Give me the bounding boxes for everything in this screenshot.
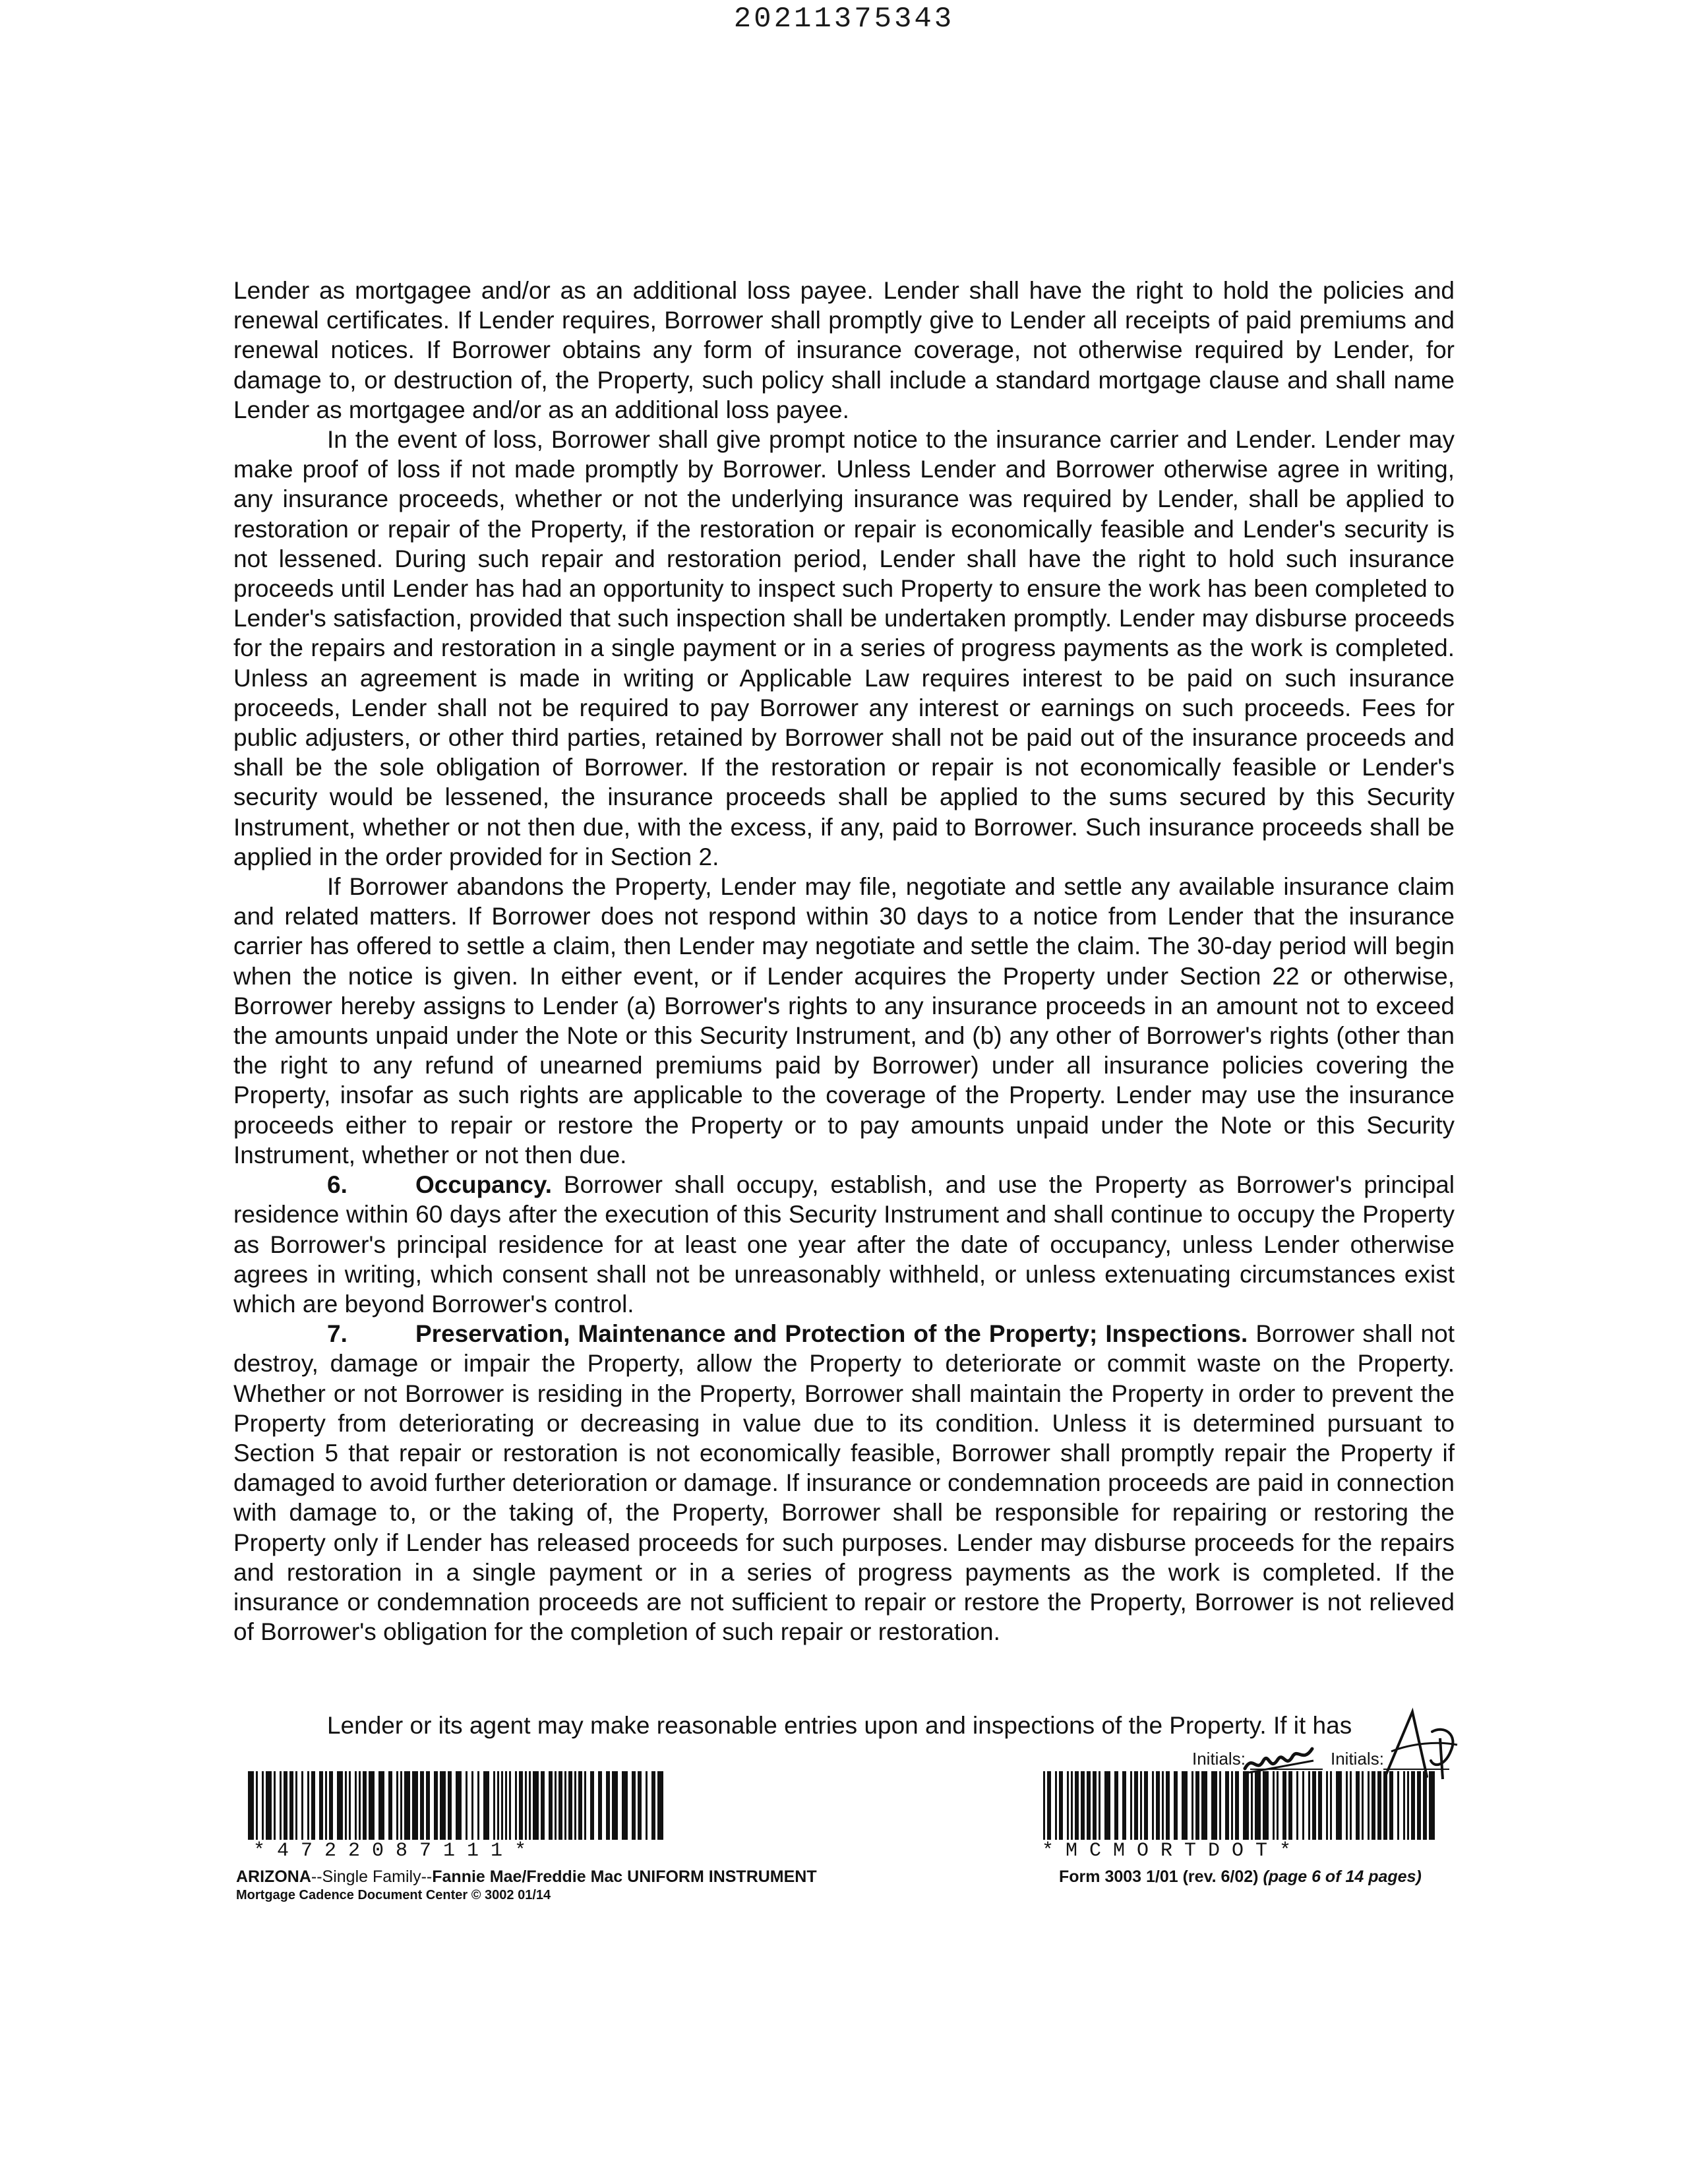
barcode-left: [245, 1771, 667, 1844]
document-body: [233, 276, 1455, 1647]
barcode-bar: [1130, 1771, 1132, 1840]
barcode-bar: [396, 1771, 398, 1840]
barcode-bar: [568, 1771, 572, 1840]
barcode-bar: [1397, 1771, 1399, 1840]
paragraph-abandonment: If Borrower abandons the Property, Lender may file, negotiate and settle any available insurance claim and related matters. If Borrower does not respond within 30 days to a notice from Lender that the insurance carrier has offered to settle a claim, then Lender may negotiate and settle the claim. The 30-day period will begin when the notice is given. In either event, or if Lender acquires the Property under Section 22 or otherwise, Borrower hereby assigns to Lender (a) Borrower's rights to any insurance proceeds in an amount not to exceed the amounts unpaid under the Note or this Security Instrument, and (b) any other of Borrower's rights (other than the right to any refund of unearned premiums paid by Borrower) under all insurance policies covering the Property, insofar as such rights are applicable to the coverage of the Property. Lender may use the insurance proceeds either to repair or restore the Property or to pay amounts unpaid under the Note or this Security Instrument, whether or not then due.: [233, 873, 1455, 1168]
barcode-bar: [584, 1771, 586, 1840]
barcode-bar: [497, 1771, 499, 1840]
barcode-bar: [1296, 1771, 1298, 1840]
paragraph-lender-inspections: Lender or its agent may make reasonable entries upon and inspections of the Property. If it has: [327, 1712, 1352, 1739]
barcode-bar: [345, 1771, 347, 1840]
barcode-bar: [420, 1771, 424, 1840]
footer-company: Mortgage Cadence Document Center © 3002 01/14: [236, 1888, 551, 1902]
barcode-bar: [280, 1771, 282, 1840]
barcode-bar: [284, 1771, 287, 1840]
barcode-bar: [359, 1771, 361, 1840]
barcode-bar: [466, 1771, 467, 1840]
barcode-bar: [558, 1771, 562, 1840]
barcode-bar: [1350, 1771, 1352, 1840]
barcode-bar: [651, 1771, 655, 1840]
barcode-bar: [248, 1771, 254, 1840]
barcode-bar: [337, 1771, 343, 1840]
barcode-bar: [638, 1771, 642, 1840]
barcode-bar: [1263, 1771, 1269, 1840]
paragraph-loss-payee: Lender as mortgagee and/or as an additional loss payee. Lender shall have the right to hold the policies and renewal certificates. If Lender requires, Borrower shall promptly give to Lender all receipts of paid premiums and renewal notices. If Borrower obtains any form of insurance coverage, not otherwise required by Lender, for damage to, or destruction of, the Property, such policy shall include a standard mortgage clause and shall name Lender as mortgagee and/or as an additional loss payee.: [233, 277, 1455, 423]
barcode-bar: [329, 1771, 333, 1840]
barcode-bar: [1318, 1771, 1322, 1840]
barcode-bar: [622, 1771, 628, 1840]
barcode-bar: [1288, 1771, 1292, 1840]
barcode-bar: [646, 1771, 648, 1840]
barcode-bar: [1273, 1771, 1275, 1840]
barcode-bar: [1255, 1771, 1261, 1840]
footer-page: (page 6 of 14 pages): [1263, 1867, 1422, 1886]
barcode-bar: [301, 1771, 303, 1840]
barcode-bar: [1277, 1771, 1279, 1840]
barcode-bar: [1346, 1771, 1348, 1840]
barcode-bar: [578, 1771, 582, 1840]
barcode-bar: [1122, 1771, 1126, 1840]
barcode-bar: [1191, 1771, 1193, 1840]
barcode-bar: [1282, 1771, 1286, 1840]
barcode-bar: [388, 1771, 392, 1840]
barcode-bar: [1043, 1771, 1045, 1840]
barcode-bar: [369, 1771, 375, 1840]
barcode-right: [1040, 1771, 1436, 1844]
barcode-bar: [1219, 1771, 1221, 1840]
paragraph-event-of-loss: In the event of loss, Borrower shall give prompt notice to the insurance carrier and Lender. Lender may make proof of loss if not made promptly by Borrower. Unless Lender and Borrower otherwise agree in writing, any insurance proceeds, whether or not the underlying insurance was required by Lender, shall be applied to restoration or repair of the Property, if the restoration or repair is economically feasible and Lender's security is not lessened. During such repair and restoration period, Lender shall have the right to hold such insurance proceeds until Lender has had an opportunity to inspect such Property to ensure the work has been completed to Lender's satisfaction, provided that such inspection shall be undertaken promptly. Lender may disburse proceeds for the repairs and restoration in a single payment or in a series of progress payments as the work is completed. Unless an agreement is made in writing or Applicable Law requires interest to be paid on such insurance proceeds, Lender shall not be required to pay Borrower any interest or earnings on such proceeds. Fees for public adjusters, or other third parties, retained by Borrower shall not be paid out of the insurance proceeds and shall be the sole obligation of Borrower. If the restoration or repair is not economically feasible or Lender's security would be lessened, the insurance proceeds shall be applied to the sums secured by this Security Instrument, whether or not then due, with the excess, if any, paid to Borrower. Such insurance proceeds shall be applied in the order provided for in Section 2.: [233, 426, 1455, 870]
barcode-bar: [493, 1771, 495, 1840]
barcode-bar: [1423, 1771, 1427, 1840]
recording-number: 20211375343: [733, 3, 955, 36]
barcode-bar: [1099, 1771, 1100, 1840]
barcode-bar: [355, 1771, 357, 1840]
barcode-bar: [448, 1771, 452, 1840]
barcode-bar: [477, 1771, 479, 1840]
barcode-bar: [1055, 1771, 1057, 1840]
barcode-bar: [1067, 1771, 1069, 1840]
barcode-bar: [1251, 1771, 1253, 1840]
barcode-bar: [1201, 1771, 1207, 1840]
barcode-bar: [289, 1771, 293, 1840]
barcode-bar: [456, 1771, 462, 1840]
barcode-bar: [598, 1771, 602, 1840]
barcode-bar: [612, 1771, 618, 1840]
footer-left: [236, 1867, 1027, 1903]
barcode-bar: [1231, 1771, 1233, 1840]
barcode-bar: [501, 1771, 503, 1840]
barcode-right-text: * M C M O R T D O T *: [1042, 1840, 1292, 1862]
barcode-bar: [1356, 1771, 1360, 1840]
barcode-bar: [529, 1771, 531, 1840]
barcode-bar: [1411, 1771, 1415, 1840]
barcode-bar: [1152, 1771, 1154, 1840]
barcode-bar: [1075, 1771, 1079, 1840]
barcode-left-text: * 4 7 2 2 0 8 7 1 1 1 *: [253, 1840, 527, 1862]
barcode-bar: [1071, 1771, 1073, 1840]
barcode-bar: [632, 1771, 636, 1840]
barcode-bar: [525, 1771, 527, 1840]
barcode-bar: [1162, 1771, 1164, 1840]
barcode-bar: [1377, 1771, 1381, 1840]
barcode-bar: [1093, 1771, 1097, 1840]
barcode-bar: [1156, 1771, 1160, 1840]
barcode-bar: [1235, 1771, 1239, 1840]
barcode-bar: [311, 1771, 315, 1840]
barcode-bar: [1417, 1771, 1421, 1840]
footer-instrument: Fannie Mae/Freddie Mac UNIFORM INSTRUMENT: [432, 1867, 817, 1886]
section-6-text: Borrower shall occupy, establish, and use the Property as Borrower's principal residence within 60 days after the execution of this Security Instrument and shall continue to occupy the Property as Borrower's principal residence for at least one year after the date of occupancy, unless Lender otherwise agrees in writing, which consent shall not be unreasonably withheld, or unless extenuating circumstances exist which are beyond Borrower's control.: [233, 1171, 1455, 1318]
barcode-bar: [349, 1771, 351, 1840]
barcode-bar: [505, 1771, 507, 1840]
barcode-bar: [412, 1771, 418, 1840]
footer-instrument-line: [236, 1867, 1027, 1887]
barcode-bar: [606, 1771, 610, 1840]
section-7-preservation: [233, 1319, 1455, 1647]
barcode-bar: [1383, 1771, 1387, 1840]
footer-form: Form 3003 1/01 (rev. 6/02): [1059, 1867, 1259, 1886]
barcode-bar: [555, 1771, 557, 1840]
barcode-bar: [515, 1771, 517, 1840]
footer-state: ARIZONA: [236, 1867, 311, 1886]
barcode-bar: [519, 1771, 523, 1840]
barcode-bar: [295, 1771, 297, 1840]
barcode-bar: [400, 1771, 402, 1840]
barcode-bar: [1174, 1771, 1178, 1840]
barcode-bar: [549, 1771, 553, 1840]
barcode-bar: [471, 1771, 473, 1840]
barcode-bar: [1362, 1771, 1364, 1840]
section-6-number: 6.: [327, 1171, 347, 1199]
barcode-bar: [319, 1771, 323, 1840]
barcode-bar: [1326, 1771, 1328, 1840]
barcode-bar: [262, 1771, 264, 1840]
barcode-bar: [1429, 1771, 1435, 1840]
barcode-bar: [1087, 1771, 1091, 1840]
barcode-bar: [1389, 1771, 1393, 1840]
barcode-bar: [1114, 1771, 1118, 1840]
section-7-text: Borrower shall not destroy, damage or impair the Property, allow the Property to deteriorate or commit waste on the Property. Whether or not Borrower is residing in the Property, Borrower shall maintain the Property in order to prevent the Property from deteriorating or decreasing in value due to its condition. Unless it is determined pursuant to Section 5 that repair or restoration is not economically feasible, Borrower shall promptly repair the Property if damaged to avoid further deterioration or damage. If insurance or condemnation proceeds are paid in connection with damage to, or the taking of, the Property, Borrower shall be responsible for repairing or restoring the Property only if Lender has released proceeds for such purposes. Lender may disburse proceeds for the repairs and restoration in a single payment or in a series of progress payments as the work is completed. If the insurance or condemnation proceeds are not sufficient to repair or restore the Property, Borrower is not relieved of Borrower's obligation for the completion of such repair or restoration.: [233, 1320, 1455, 1646]
barcode-bar: [1211, 1771, 1217, 1840]
barcode-bar: [434, 1771, 438, 1840]
barcode-bar: [1225, 1771, 1229, 1840]
barcode-bar: [1330, 1771, 1332, 1840]
barcode-bar: [1308, 1771, 1310, 1840]
barcode-bar: [1047, 1771, 1051, 1840]
barcode-bar: [256, 1771, 258, 1840]
barcode-bar: [274, 1771, 276, 1840]
barcode-bar: [378, 1771, 384, 1840]
barcode-bar: [1407, 1771, 1409, 1840]
barcode-bar: [1081, 1771, 1085, 1840]
barcode-bar: [657, 1771, 663, 1840]
barcode-bar: [1134, 1771, 1138, 1840]
barcode-bar: [1372, 1771, 1375, 1840]
barcode-bar: [325, 1771, 327, 1840]
barcode-bar: [1312, 1771, 1316, 1840]
barcode-bar: [266, 1771, 272, 1840]
barcode-bar: [363, 1771, 367, 1840]
barcode-bar: [1140, 1771, 1142, 1840]
barcode-bar: [1144, 1771, 1148, 1840]
barcode-bar: [1104, 1771, 1110, 1840]
section-6-title: Occupancy.: [415, 1171, 553, 1199]
section-7-title: Preservation, Maintenance and Protection of the Property; Inspections.: [415, 1320, 1248, 1348]
barcode-bar: [509, 1771, 511, 1840]
barcode-bar: [590, 1771, 594, 1840]
barcode-bar: [1195, 1771, 1199, 1840]
barcode-bar: [426, 1771, 430, 1840]
barcode-bar: [307, 1771, 309, 1840]
barcode-bar: [1243, 1771, 1249, 1840]
section-6-occupancy: [233, 1170, 1455, 1319]
barcode-bar: [574, 1771, 576, 1840]
barcode-bar: [564, 1771, 566, 1840]
section-7-number: 7.: [327, 1320, 347, 1348]
footer-right: [1059, 1867, 1468, 1887]
barcode-bar: [1403, 1771, 1405, 1840]
barcode-bar: [1336, 1771, 1342, 1840]
barcode-bar: [1368, 1771, 1370, 1840]
barcode-bar: [483, 1771, 489, 1840]
barcode-bar: [1302, 1771, 1304, 1840]
footer-family: --Single Family--: [311, 1867, 433, 1886]
initials-label-2: Initials:: [1331, 1749, 1384, 1769]
barcode-bar: [1182, 1771, 1188, 1840]
barcode-bar: [440, 1771, 446, 1840]
barcode-bar: [404, 1771, 410, 1840]
barcode-bar: [1059, 1771, 1063, 1840]
barcode-bar: [541, 1771, 545, 1840]
barcode-bar: [1166, 1771, 1170, 1840]
initials-label-1: Initials:: [1192, 1749, 1246, 1769]
barcode-bar: [533, 1771, 539, 1840]
